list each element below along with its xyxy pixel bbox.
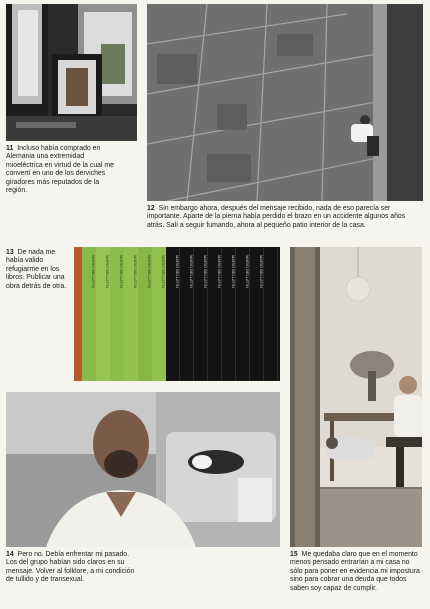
photo-14-portrait — [6, 392, 280, 547]
spine-label: MARIO BELLATIN — [231, 255, 236, 288]
caption-number: 13 — [6, 249, 14, 256]
spine-label: MARIO BELLATIN — [189, 255, 194, 288]
spine-label: MARIO BELLATIN — [217, 255, 222, 288]
caption-15 — [290, 551, 424, 593]
caption-number: 12 — [147, 205, 155, 212]
photo-11-doorway — [6, 4, 137, 141]
spine-label: MARIO BELLATIN — [175, 255, 180, 288]
spine-label: MARIO BELLATIN — [105, 255, 110, 288]
caption-text: Incluso había comprado en Alemania una extremidad mioeléctrica en virtud de la cual me convertí en uno de los derviches giradores más reputados de la región. — [6, 145, 115, 195]
photo-12-pavement — [147, 4, 423, 201]
photo-13-books — [74, 247, 280, 381]
caption-text: Me quedaba claro que en el momento menos pensado entrarían a mi casa no sólo para poner en evidencia mi impostura sino para cobrar una deuda que todos saben soy capaz de cumplir. — [290, 551, 420, 592]
book-spine — [74, 247, 82, 381]
spine-label: MARIO BELLATIN — [161, 255, 166, 288]
spine-label: MARIO BELLATIN — [119, 255, 124, 288]
spine-label: MARIO BELLATIN — [133, 255, 138, 288]
caption-number: 14 — [6, 551, 14, 558]
spine-label: MARIO BELLATIN — [91, 255, 96, 288]
caption-12 — [147, 205, 417, 230]
caption-number: 11 — [6, 145, 14, 152]
caption-13 — [6, 249, 68, 291]
photo-15-interior — [290, 247, 422, 547]
caption-14 — [6, 551, 140, 585]
caption-11 — [6, 145, 118, 195]
spine-label: MARIO BELLATIN — [259, 255, 264, 288]
caption-text: Sin embargo ahora, después del mensaje recibido, nada de eso parecía ser importante. Aparte de la pierna había perdido el brazo en un accidente algunos años atrás. Salí a seguir fumando, ahora al pequeño patio interior de la casa. — [147, 205, 406, 229]
spine-label: MARIO BELLATIN — [245, 255, 250, 288]
spine-labels — [82, 255, 280, 299]
spine-label: MARIO BELLATIN — [147, 255, 152, 288]
spine-label: MARIO BELLATIN — [203, 255, 208, 288]
caption-text: Pero no. Debía enfrentar mi pasado. Los del grupo habían sido claros en su mensaje. Volver al folklore, a mi condición de tullido y de transexual. — [6, 551, 135, 584]
caption-number: 15 — [290, 551, 298, 558]
caption-text: De nada me había valido refugiarme en los libros. Publicar una obra detrás de otra. — [6, 249, 67, 290]
